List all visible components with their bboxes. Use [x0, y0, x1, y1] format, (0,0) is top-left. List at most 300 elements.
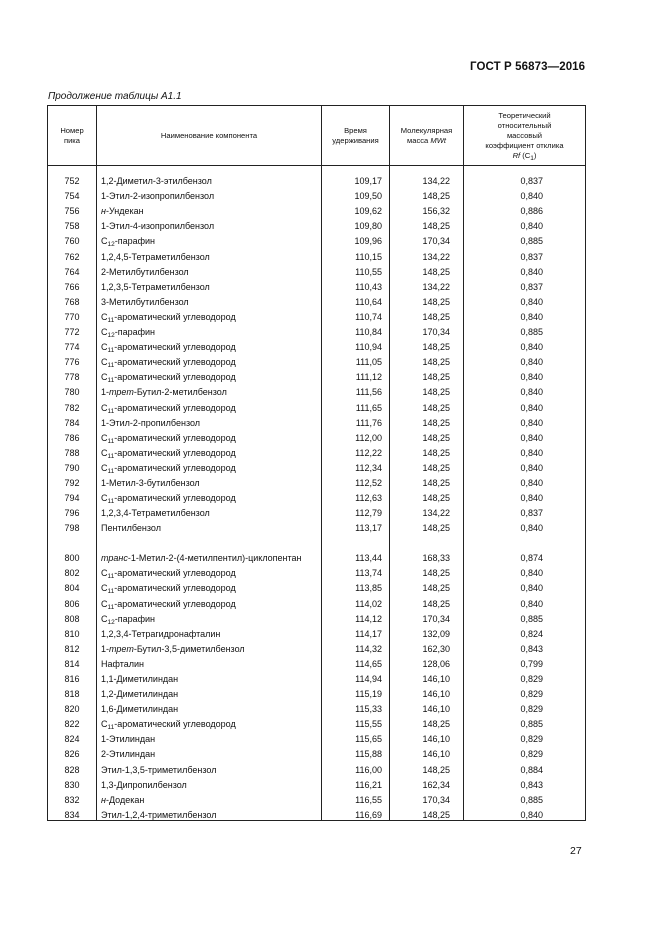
name-subscript: 11 [107, 437, 115, 445]
response-factor-cell: 0,843 [464, 639, 586, 654]
molecular-mass-cell: 148,25 [390, 307, 464, 322]
response-factor-cell: 0,829 [464, 684, 586, 699]
molecular-mass-cell: 146,10 [390, 684, 464, 699]
retention-time-cell: 116,69 [322, 805, 390, 821]
component-name-cell [97, 624, 322, 639]
retention-time-cell: 114,17 [322, 624, 390, 639]
component-name-cell [97, 428, 322, 443]
retention-time-cell: 114,94 [322, 669, 390, 684]
component-name-cell [97, 790, 322, 805]
name-fragment: -ароматический углеводород [114, 402, 236, 413]
peak-number-cell: 758 [48, 216, 97, 231]
response-factor-cell: 0,840 [464, 593, 586, 608]
component-name-cell [97, 563, 322, 581]
name-fragment: 1,2,3,5-Тетраметилбензол [101, 281, 210, 292]
retention-time-cell: 113,85 [322, 578, 390, 593]
component-name-cell [97, 352, 322, 370]
response-factor-cell: 0,840 [464, 563, 586, 578]
retention-time-cell: 115,65 [322, 729, 390, 744]
table-row [48, 352, 586, 367]
name-subscript: 11 [107, 316, 115, 324]
molecular-mass-cell: 170,34 [390, 609, 464, 624]
response-factor-cell: 0,837 [464, 277, 586, 292]
response-factor-cell: 0,840 [464, 216, 586, 231]
table-row [48, 488, 586, 503]
peak-number-cell: 786 [48, 428, 97, 443]
retention-time-cell: 113,44 [322, 533, 390, 563]
peak-number-cell: 774 [48, 337, 97, 352]
response-factor-cell: 0,840 [464, 397, 586, 412]
table-row [48, 201, 586, 216]
peak-number-cell: 834 [48, 805, 97, 821]
molecular-mass-cell: 132,09 [390, 624, 464, 639]
table-row [48, 367, 586, 382]
table-row [48, 518, 586, 533]
retention-time-cell: 110,15 [322, 246, 390, 261]
retention-time-cell: 111,12 [322, 367, 390, 382]
molecular-mass-cell: 148,25 [390, 458, 464, 473]
table-row [48, 699, 586, 714]
name-fragment: 1,2-Диметил-3-этилбензол [101, 176, 212, 187]
name-fragment: Этил-1,2,4-триметилбензол [101, 809, 217, 820]
molecular-mass-cell: 170,34 [390, 231, 464, 246]
component-name-cell [97, 729, 322, 744]
retention-time-cell: 112,22 [322, 443, 390, 458]
peak-number-cell: 832 [48, 790, 97, 805]
name-fragment: -Ундекан [105, 206, 144, 217]
table-row [48, 593, 586, 608]
name-subscript: 11 [107, 362, 115, 370]
retention-time-cell: 112,79 [322, 503, 390, 518]
molecular-mass-cell: 148,25 [390, 563, 464, 578]
name-fragment: -ароматический углеводород [114, 357, 236, 368]
response-factor-cell: 0,886 [464, 201, 586, 216]
component-name-cell [97, 759, 322, 774]
response-factor-cell: 0,843 [464, 775, 586, 790]
name-fragment: С [101, 719, 108, 730]
molecular-mass-cell: 162,30 [390, 639, 464, 654]
table-row [48, 443, 586, 458]
name-fragment: -ароматический углеводород [114, 598, 236, 609]
molecular-mass-cell: 148,25 [390, 714, 464, 729]
name-fragment: С [101, 447, 108, 458]
table-row [48, 186, 586, 201]
name-fragment: С [101, 462, 108, 473]
response-factor-cell: 0,885 [464, 714, 586, 729]
name-fragment: -ароматический углеводород [114, 432, 236, 443]
molecular-mass-cell: 148,25 [390, 759, 464, 774]
molecular-mass-cell: 148,25 [390, 443, 464, 458]
retention-time-cell: 112,34 [322, 458, 390, 473]
component-name-cell [97, 166, 322, 187]
name-fragment: 1,3-Дипропилбензол [101, 779, 187, 790]
table-row [48, 216, 586, 231]
component-name-cell [97, 337, 322, 355]
retention-time-cell: 111,56 [322, 382, 390, 397]
component-name-cell [97, 413, 322, 428]
retention-time-cell: 115,19 [322, 684, 390, 699]
component-name-cell [97, 382, 322, 397]
name-fragment: 1,2-Диметилиндан [101, 689, 179, 700]
peak-number-cell: 762 [48, 246, 97, 261]
name-fragment: -ароматический углеводород [114, 372, 236, 383]
response-factor-cell: 0,840 [464, 262, 586, 277]
peak-number-cell: 808 [48, 609, 97, 624]
response-factor-cell: 0,885 [464, 609, 586, 624]
retention-time-cell: 116,55 [322, 790, 390, 805]
molecular-mass-cell: 146,10 [390, 699, 464, 714]
peak-number-cell: 784 [48, 413, 97, 428]
name-fragment: С [101, 402, 108, 413]
molecular-mass-cell: 134,22 [390, 277, 464, 292]
name-fragment: н [101, 794, 106, 805]
table-row [48, 624, 586, 639]
molecular-mass-cell: 162,34 [390, 775, 464, 790]
molecular-mass-cell: 148,25 [390, 593, 464, 608]
table-row [48, 503, 586, 518]
table-row [48, 759, 586, 774]
component-name-cell [97, 503, 322, 518]
components-table [47, 105, 586, 821]
name-fragment: -ароматический углеводород [114, 447, 236, 458]
component-name-cell [97, 201, 322, 216]
name-subscript: 12 [107, 241, 115, 249]
header-component-name: Наименование компонента [97, 106, 322, 166]
table-row [48, 729, 586, 744]
response-factor-cell: 0,829 [464, 744, 586, 759]
name-fragment: С [101, 236, 108, 247]
name-fragment: -парафин [114, 236, 156, 247]
molecular-mass-cell: 148,25 [390, 805, 464, 821]
retention-time-cell: 114,65 [322, 654, 390, 669]
table-row [48, 382, 586, 397]
molecular-mass-cell: 148,25 [390, 337, 464, 352]
response-factor-cell: 0,837 [464, 166, 586, 187]
component-name-cell [97, 231, 322, 249]
peak-number-cell: 780 [48, 382, 97, 397]
peak-number-cell: 778 [48, 367, 97, 382]
name-fragment: С [101, 568, 108, 579]
header-retention-time: Время удерживания [322, 106, 390, 166]
component-name-cell [97, 518, 322, 533]
name-fragment: С [101, 598, 108, 609]
component-name-cell [97, 533, 322, 563]
peak-number-cell: 804 [48, 578, 97, 593]
name-fragment: 3-Метилбутилбензол [101, 296, 189, 307]
molecular-mass-cell: 168,33 [390, 533, 464, 563]
retention-time-cell: 116,00 [322, 759, 390, 774]
name-subscript: 11 [107, 573, 115, 581]
retention-time-cell: 115,88 [322, 744, 390, 759]
peak-number-cell: 800 [48, 533, 97, 563]
retention-time-cell: 109,62 [322, 201, 390, 216]
response-factor-cell: 0,840 [464, 443, 586, 458]
component-name-cell [97, 277, 322, 292]
molecular-mass-cell: 128,06 [390, 654, 464, 669]
molecular-mass-cell: 148,25 [390, 216, 464, 231]
header-response-factor: Теоретический относительный массовый коэффициент отклика Rf $(С_1)$ [464, 106, 586, 166]
header-molecular-mass: Молекулярная масса MWt [390, 106, 464, 166]
molecular-mass-cell: 146,10 [390, 729, 464, 744]
component-name-cell [97, 805, 322, 821]
retention-time-cell: 110,84 [322, 322, 390, 337]
molecular-mass-cell: 148,25 [390, 186, 464, 201]
molecular-mass-cell: 148,25 [390, 262, 464, 277]
response-factor-cell: 0,837 [464, 503, 586, 518]
molecular-mass-cell: 146,10 [390, 744, 464, 759]
peak-number-cell: 798 [48, 518, 97, 533]
table-row [48, 166, 586, 187]
name-fragment: 1,2,3,4-Тетраметилбензол [101, 508, 210, 519]
component-name-cell [97, 473, 322, 488]
molecular-mass-cell: 156,32 [390, 201, 464, 216]
retention-time-cell: 111,05 [322, 352, 390, 367]
peak-number-cell: 814 [48, 654, 97, 669]
molecular-mass-cell: 170,34 [390, 790, 464, 805]
response-factor-cell: 0,840 [464, 488, 586, 503]
table-row [48, 609, 586, 624]
table-row [48, 397, 586, 412]
name-fragment: -Бутил-3,5-диметилбензол [133, 643, 245, 654]
response-factor-cell: 0,837 [464, 246, 586, 261]
name-fragment: трет [109, 387, 134, 398]
peak-number-cell: 816 [48, 669, 97, 684]
retention-time-cell: 110,94 [322, 337, 390, 352]
table-row [48, 337, 586, 352]
table-row [48, 413, 586, 428]
peak-number-cell: 766 [48, 277, 97, 292]
name-subscript: 11 [107, 724, 115, 732]
name-fragment: -ароматический углеводород [114, 719, 236, 730]
name-subscript: 11 [107, 498, 115, 506]
name-fragment: 1- [101, 387, 110, 398]
name-subscript: 12 [107, 332, 115, 340]
component-name-cell [97, 367, 322, 385]
molecular-mass-cell: 148,25 [390, 473, 464, 488]
name-fragment: С [101, 327, 108, 338]
retention-time-cell: 114,12 [322, 609, 390, 624]
peak-number-cell: 824 [48, 729, 97, 744]
molecular-mass-cell: 148,25 [390, 518, 464, 533]
response-factor-cell: 0,885 [464, 231, 586, 246]
header-peak-number: Номер пика [48, 106, 97, 166]
response-factor-cell: 0,840 [464, 186, 586, 201]
component-name-cell [97, 307, 322, 322]
table-row [48, 639, 586, 654]
response-factor-cell: 0,829 [464, 669, 586, 684]
peak-number-cell: 790 [48, 458, 97, 473]
name-subscript: 11 [107, 347, 115, 355]
table-row [48, 563, 586, 578]
retention-time-cell: 112,52 [322, 473, 390, 488]
table-row [48, 775, 586, 790]
component-name-cell [97, 186, 322, 201]
response-factor-cell: 0,840 [464, 473, 586, 488]
response-factor-cell: 0,840 [464, 292, 586, 307]
response-factor-cell: 0,824 [464, 624, 586, 639]
table-row [48, 805, 586, 821]
retention-time-cell: 113,74 [322, 563, 390, 578]
retention-time-cell: 115,33 [322, 699, 390, 714]
table-row [48, 654, 586, 669]
table-row [48, 322, 586, 337]
peak-number-cell: 822 [48, 714, 97, 729]
response-factor-cell: 0,840 [464, 518, 586, 533]
component-name-cell [97, 397, 322, 415]
peak-number-cell: 764 [48, 262, 97, 277]
peak-number-cell: 792 [48, 473, 97, 488]
molecular-mass-cell: 148,25 [390, 413, 464, 428]
component-name-cell [97, 699, 322, 714]
name-fragment: С [101, 311, 108, 322]
table-row [48, 292, 586, 307]
response-factor-cell: 0,829 [464, 729, 586, 744]
name-fragment: С [101, 613, 108, 624]
response-factor-cell: 0,885 [464, 322, 586, 337]
retention-time-cell: 109,17 [322, 166, 390, 187]
table-row [48, 790, 586, 805]
component-name-cell [97, 714, 322, 732]
component-name-cell [97, 684, 322, 699]
name-fragment: -ароматический углеводород [114, 583, 236, 594]
retention-time-cell: 110,74 [322, 307, 390, 322]
name-fragment: 2-Метилбутилбензол [101, 266, 189, 277]
peak-number-cell: 768 [48, 292, 97, 307]
response-factor-cell: 0,840 [464, 352, 586, 367]
name-subscript: 11 [107, 588, 115, 596]
table-row [48, 307, 586, 322]
component-name-cell [97, 669, 322, 684]
name-fragment: Нафталин [101, 658, 144, 669]
name-fragment: Пентилбензол [101, 523, 161, 534]
response-factor-cell: 0,840 [464, 413, 586, 428]
response-factor-cell: 0,829 [464, 699, 586, 714]
peak-number-cell: 772 [48, 322, 97, 337]
name-fragment: -1-Метил-2-(4-метилпентил)-циклопентан [127, 553, 302, 564]
retention-time-cell: 114,02 [322, 593, 390, 608]
table-row [48, 714, 586, 729]
retention-time-cell: 109,80 [322, 216, 390, 231]
retention-time-cell: 109,96 [322, 231, 390, 246]
name-subscript: 11 [107, 452, 115, 460]
peak-number-cell: 830 [48, 775, 97, 790]
response-factor-cell: 0,840 [464, 367, 586, 382]
table-row [48, 246, 586, 261]
peak-number-cell: 788 [48, 443, 97, 458]
retention-time-cell: 114,32 [322, 639, 390, 654]
response-factor-cell: 0,840 [464, 578, 586, 593]
component-name-cell [97, 654, 322, 669]
table-caption: Продолжение таблицы А1.1 [48, 91, 182, 102]
name-fragment: -ароматический углеводород [114, 342, 236, 353]
page-number: 27 [570, 845, 582, 857]
molecular-mass-cell: 134,22 [390, 246, 464, 261]
molecular-mass-cell: 170,34 [390, 322, 464, 337]
peak-number-cell: 820 [48, 699, 97, 714]
retention-time-cell: 112,63 [322, 488, 390, 503]
component-name-cell [97, 458, 322, 473]
name-fragment: 1-Этил-2-изопропилбензол [101, 191, 215, 202]
molecular-mass-cell: 148,25 [390, 367, 464, 382]
name-fragment: 1-Этил-4-изопропилбензол [101, 221, 215, 232]
name-subscript: 11 [107, 407, 115, 415]
peak-number-cell: 770 [48, 307, 97, 322]
retention-time-cell: 113,17 [322, 518, 390, 533]
retention-time-cell: 116,21 [322, 775, 390, 790]
name-fragment: 1,1-Диметилиндан [101, 674, 179, 684]
name-fragment: С [101, 583, 108, 594]
name-fragment: С [101, 432, 108, 443]
name-fragment: -ароматический углеводород [114, 462, 236, 473]
component-name-cell [97, 292, 322, 307]
component-name-cell [97, 578, 322, 596]
molecular-mass-cell: 148,25 [390, 488, 464, 503]
component-name-cell [97, 744, 322, 759]
retention-time-cell: 111,76 [322, 413, 390, 428]
name-subscript: 11 [107, 377, 115, 385]
name-fragment: -ароматический углеводород [114, 493, 236, 504]
peak-number-cell: 782 [48, 397, 97, 412]
table-row [48, 533, 586, 563]
molecular-mass-cell: 148,25 [390, 578, 464, 593]
name-fragment: -Додекан [105, 794, 145, 805]
component-name-cell [97, 639, 322, 654]
peak-number-cell: 828 [48, 759, 97, 774]
name-fragment: 1-Этилиндан [101, 734, 156, 745]
name-fragment: 1-Метил-3-бутилбензол [101, 477, 200, 488]
name-fragment: 1,2,4,5-Тетраметилбензол [101, 251, 210, 262]
component-name-cell [97, 609, 322, 624]
table-body [48, 166, 586, 821]
component-name-cell [97, 593, 322, 611]
component-name-cell [97, 775, 322, 790]
component-name-cell [97, 443, 322, 458]
name-fragment: 1,2,3,4-Тетрагидронафталин [101, 628, 221, 639]
molecular-mass-cell: 148,25 [390, 397, 464, 412]
peak-number-cell: 796 [48, 503, 97, 518]
response-factor-cell: 0,840 [464, 382, 586, 397]
name-fragment: -парафин [114, 327, 156, 338]
name-fragment: н [101, 206, 106, 217]
peak-number-cell: 752 [48, 166, 97, 187]
peak-number-cell: 812 [48, 639, 97, 654]
retention-time-cell: 112,00 [322, 428, 390, 443]
retention-time-cell: 109,50 [322, 186, 390, 201]
table-row [48, 231, 586, 246]
response-factor-cell: 0,885 [464, 790, 586, 805]
name-fragment: -парафин [114, 613, 156, 624]
name-subscript: 12 [107, 618, 115, 626]
response-factor-cell: 0,840 [464, 805, 586, 821]
retention-time-cell: 111,65 [322, 397, 390, 412]
molecular-mass-cell: 146,10 [390, 669, 464, 684]
component-name-cell [97, 246, 322, 261]
name-subscript: 11 [107, 467, 115, 475]
table-row [48, 744, 586, 759]
component-name-cell [97, 488, 322, 506]
peak-number-cell: 810 [48, 624, 97, 639]
table-row [48, 428, 586, 443]
table-row [48, 262, 586, 277]
molecular-mass-cell: 148,25 [390, 352, 464, 367]
peak-number-cell: 826 [48, 744, 97, 759]
response-factor-cell: 0,884 [464, 759, 586, 774]
name-fragment: трет [109, 643, 134, 654]
response-factor-cell: 0,799 [464, 654, 586, 669]
molecular-mass-cell: 148,25 [390, 382, 464, 397]
table-row [48, 669, 586, 684]
component-name-cell [97, 262, 322, 277]
